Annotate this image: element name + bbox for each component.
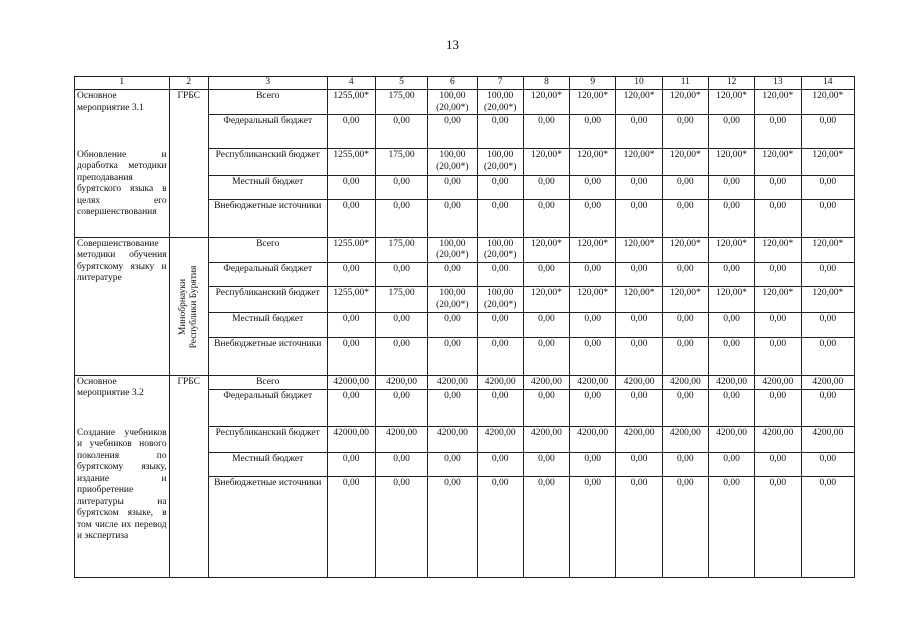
- value-cell: 0,00: [327, 175, 375, 199]
- value-cell: 120,00*: [523, 287, 569, 313]
- value-cell: 1255,00*: [327, 90, 375, 115]
- value-cell: 0,00: [755, 453, 801, 477]
- value-cell: 4200,00: [616, 427, 662, 453]
- value-cell: 4200,00: [708, 427, 754, 453]
- value-cell: 0,00: [570, 199, 616, 237]
- value-cell: 1255,00*: [327, 149, 375, 175]
- column-header: 13: [755, 77, 801, 90]
- value-cell: 4200,00: [570, 375, 616, 389]
- value-cell: 0,00: [477, 337, 523, 375]
- value-cell: 0,00: [428, 337, 477, 375]
- value-cell: 0,00: [477, 477, 523, 578]
- value-cell: 4200,00: [477, 427, 523, 453]
- value-cell: 120,00*: [801, 90, 855, 115]
- value-cell: 0,00: [523, 115, 569, 149]
- value-cell: 0,00: [428, 313, 477, 337]
- value-cell: 0,00: [801, 477, 855, 578]
- value-cell: 4200,00: [801, 427, 855, 453]
- value-cell: 0,00: [375, 313, 427, 337]
- ministry-cell: [169, 237, 208, 375]
- value-cell: 0,00: [570, 313, 616, 337]
- value-cell: 120,00*: [708, 237, 754, 262]
- value-cell: 0,00: [801, 115, 855, 149]
- value-cell: 0,00: [375, 115, 427, 149]
- value-cell: 0,00: [327, 313, 375, 337]
- value-cell: 0,00: [428, 175, 477, 199]
- value-cell: 120,00*: [708, 90, 754, 115]
- value-cell: 0,00: [801, 199, 855, 237]
- value-cell: 0,00: [662, 115, 708, 149]
- value-cell: 0,00: [523, 175, 569, 199]
- value-cell: 120,00*: [801, 237, 855, 262]
- column-header: 4: [327, 77, 375, 90]
- ministry-label: Минобрнауки Республики Бурятия: [177, 265, 199, 349]
- value-cell: 175,00: [375, 90, 427, 115]
- value-cell: 175,00: [375, 237, 427, 262]
- value-cell: 0,00: [616, 313, 662, 337]
- value-cell: 0,00: [616, 263, 662, 287]
- value-cell: 0,00: [428, 477, 477, 578]
- value-cell: 120,00*: [755, 90, 801, 115]
- value-cell: 4200,00: [523, 427, 569, 453]
- value-cell: 120,00*: [662, 90, 708, 115]
- value-cell: 0,00: [755, 115, 801, 149]
- value-cell: 0,00: [708, 175, 754, 199]
- value-cell: 0,00: [801, 175, 855, 199]
- value-cell: 120,00*: [662, 149, 708, 175]
- value-cell: 0,00: [428, 453, 477, 477]
- value-cell: 0,00: [327, 453, 375, 477]
- funding-source: Всего: [208, 90, 327, 115]
- value-cell: 120,00*: [755, 237, 801, 262]
- measure-description: Создание учебников и учебников нового поколения по бурятскому языку, издание и приобретение литературы на бурятском языке, в том числе их перевод и экспертиза: [75, 427, 170, 578]
- value-cell: 4200,00: [801, 375, 855, 389]
- value-cell: 0,00: [616, 337, 662, 375]
- value-cell: 0,00: [327, 199, 375, 237]
- value-cell: 0,00: [428, 115, 477, 149]
- value-cell: 4200,00: [428, 375, 477, 389]
- grbs-cell: ГРБС: [169, 90, 208, 238]
- value-cell: 100,00 (20,00*): [428, 90, 477, 115]
- funding-source: Республиканский бюджет: [208, 427, 327, 453]
- value-cell: 0,00: [327, 389, 375, 426]
- value-cell: 0,00: [755, 477, 801, 578]
- value-cell: 0,00: [477, 115, 523, 149]
- table-row: [75, 375, 855, 389]
- value-cell: 4200,00: [428, 427, 477, 453]
- value-cell: 0,00: [570, 453, 616, 477]
- value-cell: 4200,00: [477, 375, 523, 389]
- measure-title: Основное мероприятие 3.2: [75, 375, 170, 426]
- funding-source: Местный бюджет: [208, 175, 327, 199]
- column-header: 1: [75, 77, 170, 90]
- value-cell: 120,00*: [662, 237, 708, 262]
- column-header: 10: [616, 77, 662, 90]
- funding-source: Местный бюджет: [208, 313, 327, 337]
- value-cell: 0,00: [708, 199, 754, 237]
- value-cell: 120,00*: [755, 149, 801, 175]
- column-header: 7: [477, 77, 523, 90]
- value-cell: 0,00: [708, 453, 754, 477]
- value-cell: 0,00: [616, 453, 662, 477]
- column-header: 12: [708, 77, 754, 90]
- funding-source: Федеральный бюджет: [208, 389, 327, 426]
- value-cell: 0,00: [375, 389, 427, 426]
- value-cell: 0,00: [755, 313, 801, 337]
- funding-source: Внебюджетные источники: [208, 337, 327, 375]
- value-cell: 120,00*: [616, 149, 662, 175]
- value-cell: 100,00 (20,00*): [477, 90, 523, 115]
- value-cell: 0,00: [662, 263, 708, 287]
- value-cell: 0,00: [570, 263, 616, 287]
- value-cell: 42000,00: [327, 375, 375, 389]
- value-cell: 0,00: [428, 389, 477, 426]
- value-cell: 0,00: [477, 263, 523, 287]
- value-cell: 0,00: [375, 263, 427, 287]
- value-cell: 0,00: [523, 263, 569, 287]
- value-cell: 120,00*: [801, 287, 855, 313]
- value-cell: 0,00: [570, 115, 616, 149]
- value-cell: 4200,00: [570, 427, 616, 453]
- value-cell: 0,00: [801, 313, 855, 337]
- value-cell: 0,00: [662, 199, 708, 237]
- funding-source: Федеральный бюджет: [208, 263, 327, 287]
- grbs-cell: ГРБС: [169, 375, 208, 577]
- value-cell: 0,00: [375, 337, 427, 375]
- table-row: [75, 90, 855, 115]
- value-cell: 0,00: [570, 175, 616, 199]
- value-cell: 0,00: [375, 199, 427, 237]
- value-cell: 0,00: [327, 477, 375, 578]
- column-header: 9: [570, 77, 616, 90]
- value-cell: 0,00: [708, 337, 754, 375]
- value-cell: 0,00: [708, 389, 754, 426]
- value-cell: 0,00: [755, 389, 801, 426]
- value-cell: 0,00: [570, 389, 616, 426]
- value-cell: 0,00: [428, 199, 477, 237]
- value-cell: 0,00: [801, 263, 855, 287]
- value-cell: 100,00 (20,00*): [428, 149, 477, 175]
- value-cell: 4200,00: [375, 427, 427, 453]
- value-cell: 120,00*: [570, 149, 616, 175]
- value-cell: 0,00: [801, 389, 855, 426]
- funding-source: Республиканский бюджет: [208, 287, 327, 313]
- funding-source: Местный бюджет: [208, 453, 327, 477]
- value-cell: 4200,00: [523, 375, 569, 389]
- value-cell: 120,00*: [616, 287, 662, 313]
- value-cell: 0,00: [662, 389, 708, 426]
- value-cell: 0,00: [477, 199, 523, 237]
- page-number: 13: [446, 37, 459, 52]
- funding-source: Всего: [208, 375, 327, 389]
- value-cell: 0,00: [570, 477, 616, 578]
- value-cell: 175,00: [375, 287, 427, 313]
- value-cell: 120,00*: [523, 149, 569, 175]
- value-cell: 100,00 (20,00*): [477, 149, 523, 175]
- measure-title: Совершенствование методики обучения бурятскому языку и литературе: [75, 237, 170, 375]
- value-cell: 4200,00: [662, 427, 708, 453]
- value-cell: 0,00: [375, 477, 427, 578]
- value-cell: 0,00: [327, 115, 375, 149]
- column-header: 6: [428, 77, 477, 90]
- funding-source: Внебюджетные источники: [208, 199, 327, 237]
- column-header: 14: [801, 77, 855, 90]
- value-cell: 120,00*: [755, 287, 801, 313]
- value-cell: 0,00: [375, 175, 427, 199]
- column-header: 2: [169, 77, 208, 90]
- value-cell: 100,00 (20,00*): [428, 287, 477, 313]
- value-cell: 120,00*: [570, 287, 616, 313]
- value-cell: 0,00: [477, 313, 523, 337]
- value-cell: 0,00: [801, 453, 855, 477]
- value-cell: 120,00*: [662, 287, 708, 313]
- value-cell: 0,00: [662, 313, 708, 337]
- column-header: 5: [375, 77, 427, 90]
- value-cell: 120,00*: [523, 90, 569, 115]
- value-cell: 120,00*: [570, 237, 616, 262]
- value-cell: 120,00*: [616, 90, 662, 115]
- value-cell: 0,00: [616, 115, 662, 149]
- value-cell: 4200,00: [375, 375, 427, 389]
- value-cell: 0,00: [662, 453, 708, 477]
- table-row: [75, 237, 855, 262]
- funding-source: Внебюджетные источники: [208, 477, 327, 578]
- value-cell: 0,00: [375, 453, 427, 477]
- value-cell: 4200,00: [616, 375, 662, 389]
- value-cell: 4200,00: [755, 427, 801, 453]
- value-cell: 0,00: [523, 313, 569, 337]
- value-cell: 120,00*: [616, 237, 662, 262]
- value-cell: 0,00: [662, 175, 708, 199]
- value-cell: 0,00: [477, 175, 523, 199]
- value-cell: 0,00: [708, 477, 754, 578]
- value-cell: 0,00: [755, 337, 801, 375]
- value-cell: 4200,00: [708, 375, 754, 389]
- value-cell: 0,00: [477, 453, 523, 477]
- column-header: 3: [208, 77, 327, 90]
- measure-title: Основное мероприятие 3.1: [75, 90, 170, 149]
- measure-description: Обновление и доработка методики преподавания бурятского языка в целях его совершенствования: [75, 149, 170, 238]
- value-cell: 0,00: [708, 115, 754, 149]
- value-cell: 0,00: [428, 263, 477, 287]
- table-header-row: [75, 77, 855, 90]
- value-cell: 0,00: [801, 337, 855, 375]
- value-cell: 4200,00: [755, 375, 801, 389]
- value-cell: 1255.00*: [327, 237, 375, 262]
- value-cell: 100,00 (20,00*): [428, 237, 477, 262]
- value-cell: 0,00: [662, 337, 708, 375]
- value-cell: 0,00: [755, 175, 801, 199]
- value-cell: 0,00: [708, 263, 754, 287]
- value-cell: 0,00: [523, 389, 569, 426]
- value-cell: 0,00: [523, 453, 569, 477]
- value-cell: 120,00*: [708, 149, 754, 175]
- value-cell: 175,00: [375, 149, 427, 175]
- value-cell: 42000,00: [327, 427, 375, 453]
- funding-source: Федеральный бюджет: [208, 115, 327, 149]
- value-cell: 0,00: [477, 389, 523, 426]
- column-header: 11: [662, 77, 708, 90]
- value-cell: 0,00: [616, 199, 662, 237]
- value-cell: 0,00: [662, 477, 708, 578]
- funding-source: Всего: [208, 237, 327, 262]
- value-cell: 0,00: [523, 477, 569, 578]
- value-cell: 120,00*: [801, 149, 855, 175]
- value-cell: 0,00: [616, 389, 662, 426]
- column-header: 8: [523, 77, 569, 90]
- value-cell: 0,00: [616, 477, 662, 578]
- value-cell: 120,00*: [523, 237, 569, 262]
- value-cell: 4200,00: [662, 375, 708, 389]
- value-cell: 0,00: [523, 199, 569, 237]
- value-cell: 100,00 (20,00*): [477, 287, 523, 313]
- funding-source: Республиканский бюджет: [208, 149, 327, 175]
- value-cell: 0,00: [616, 175, 662, 199]
- value-cell: 0,00: [327, 263, 375, 287]
- value-cell: 0,00: [755, 199, 801, 237]
- value-cell: 0,00: [327, 337, 375, 375]
- ministry-wrap: [172, 239, 206, 375]
- value-cell: 1255,00*: [327, 287, 375, 313]
- value-cell: 0,00: [523, 337, 569, 375]
- value-cell: 120,00*: [570, 90, 616, 115]
- budget-table: [74, 76, 855, 578]
- value-cell: 0,00: [708, 313, 754, 337]
- value-cell: 0,00: [755, 263, 801, 287]
- value-cell: 120,00*: [708, 287, 754, 313]
- value-cell: 0,00: [570, 337, 616, 375]
- value-cell: 100,00 (20,00*): [477, 237, 523, 262]
